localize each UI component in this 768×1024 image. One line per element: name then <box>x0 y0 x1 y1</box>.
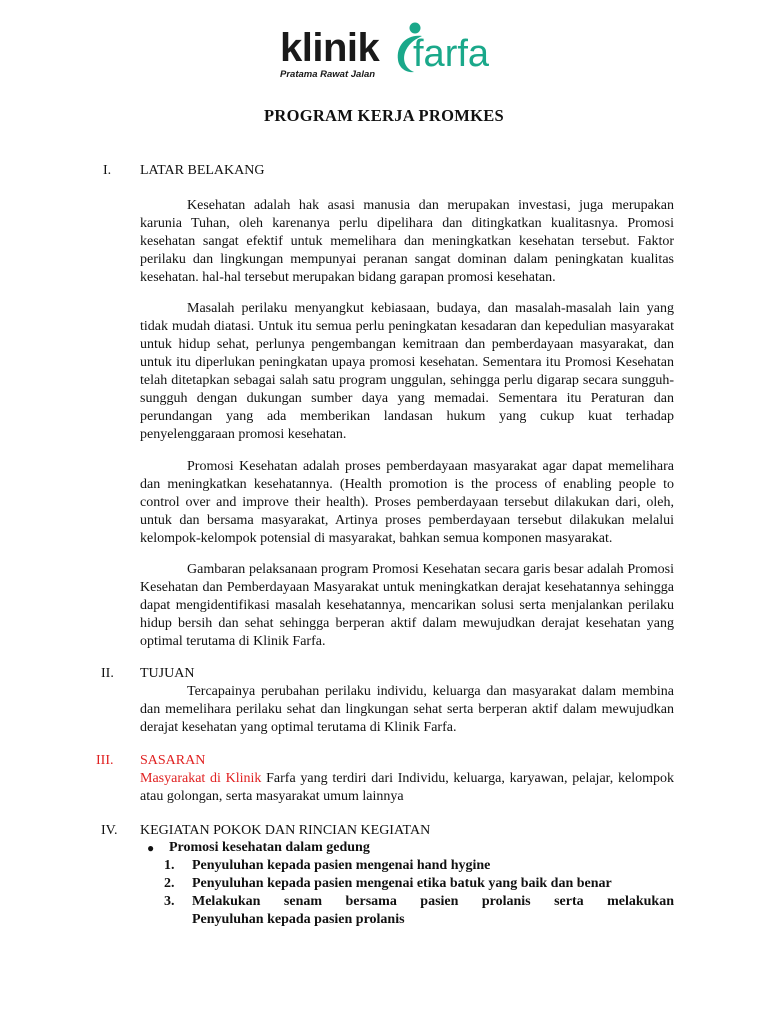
paragraph: Tercapainya perubahan perilaku individu, keluarga dan masyarakat dalam membina dan memelihara perilaku sehat dan lingkungan sehat serta berperan aktif dalam mewujudkan derajat kesehatan yang optimal terutama di Klinik Farfa. <box>140 684 674 735</box>
logo-wordmark-farfa: farfa <box>413 33 490 75</box>
paragraph: Promosi Kesehatan adalah proses pemberdayaan masyarakat agar dapat memelihara dan meningkatkan kesehatannya. (Health promotion is the process of enabling people to control over and improve their health). Proses pemberdayaan tersebut dilakukan dari, oleh, untuk dan bersama masyarakat, Artinya proses pemberdayaan tersebut dilakukan melalui kelompok-kelompok potensial di masyarakat, bahkan semua komponen masyarakat. <box>140 459 674 546</box>
bullet-icon: ● <box>147 841 155 855</box>
list-item <box>164 875 674 893</box>
paragraph: Gambaran pelaksanaan program Promosi Kesehatan secara garis besar adalah Promosi Kesehatan dan Pemberdayaan Masyarakat untuk meningkatkan derajat kesehatannya sehingga dapat mengidentifikasi masalah kesehatannya, mencarikan solusi serta menjalankan perilaku hidup bersih dan sehat sehingga berperan aktif dalam mewujudkan derajat kesehatan yang optimal terutama di Klinik Farfa. <box>140 562 674 649</box>
section-heading-2 <box>0 665 768 683</box>
section-number: II. <box>101 666 114 681</box>
section-number: I. <box>103 163 112 178</box>
logo-wordmark-klinik: klinik <box>280 26 380 70</box>
list-item <box>164 893 674 929</box>
highlighted-text: Masyarakat di Klinik <box>140 771 262 786</box>
list-item <box>164 857 674 875</box>
section-heading-4 <box>0 822 768 840</box>
item-text <box>192 893 674 929</box>
page-title: PROGRAM KERJA PROMKES <box>263 106 505 125</box>
item-text: Penyuluhan kepada pasien mengenai etika batuk yang baik dan benar <box>192 876 612 891</box>
paragraph <box>140 770 674 806</box>
section-title: TUJUAN <box>140 666 195 681</box>
item-number: 3. <box>164 894 175 909</box>
item-text-line: Melakukan senam bersama pasien prolanis serta melakukan <box>192 894 674 909</box>
section-title: LATAR BELAKANG <box>140 163 265 178</box>
section-heading-3 <box>0 752 768 770</box>
section-number: III. <box>96 753 114 768</box>
section-number: IV. <box>101 823 118 838</box>
item-text-line: Penyuluhan kepada pasien prolanis <box>192 912 405 927</box>
paragraph: Masalah perilaku menyangkut kebiasaan, budaya, dan masalah-masalah lain yang tidak mudah diatasi. Untuk itu semua perlu peningkatan kesadaran dan kepedulian masyarakat untuk hidup sehat, perlunya pengembangan kemitraan dan pemberdayaan masyarakat, dan untuk itu diperlukan peningkatan upaya promosi kesehatan. Sementara itu Promosi Kesehatan telah ditetapkan sebagai salah satu program unggulan, sehingga perlu digarap secara sungguh-sungguh dengan dukungan sumber daya yang memadai. Sementara itu Peraturan dan perundangan yang ada memberikan landasan hukum yang cukup kuat terhadap penyelenggaraan promosi kesehatan. <box>140 301 674 442</box>
list-item <box>140 839 674 857</box>
section-title: KEGIATAN POKOK DAN RINCIAN KEGIATAN <box>140 823 431 838</box>
clinic-logo <box>280 22 495 84</box>
item-text: Penyuluhan kepada pasien mengenai hand hygine <box>192 858 491 873</box>
item-number: 1. <box>164 858 175 873</box>
section-heading-1 <box>0 162 768 180</box>
paragraph: Kesehatan adalah hak asasi manusia dan merupakan investasi, juga merupakan karunia Tuhan, oleh karenanya perlu dipelihara dan ditingkatkan kualitasnya. Promosi kesehatan sangat efektif untuk memelihara dan meningkatkan kesehatan tersebut. Faktor perilaku dan lingkungan mempunyai peranan sangat dominan dalam peningkatan kualitas kesehatan. hal-hal tersebut merupakan bidang garapan promosi kesehatan. <box>140 198 674 285</box>
logo-tagline: Pratama Rawat Jalan <box>280 69 376 80</box>
bullet-text: Promosi kesehatan dalam gedung <box>169 840 370 855</box>
item-number: 2. <box>164 876 175 891</box>
paragraph-text: Farfa yang terdiri dari Individu, keluarga, karyawan, pelajar, kelompok atau golongan, serta masyarakat umum lainnya <box>140 771 674 804</box>
section-title: SASARAN <box>140 753 206 768</box>
